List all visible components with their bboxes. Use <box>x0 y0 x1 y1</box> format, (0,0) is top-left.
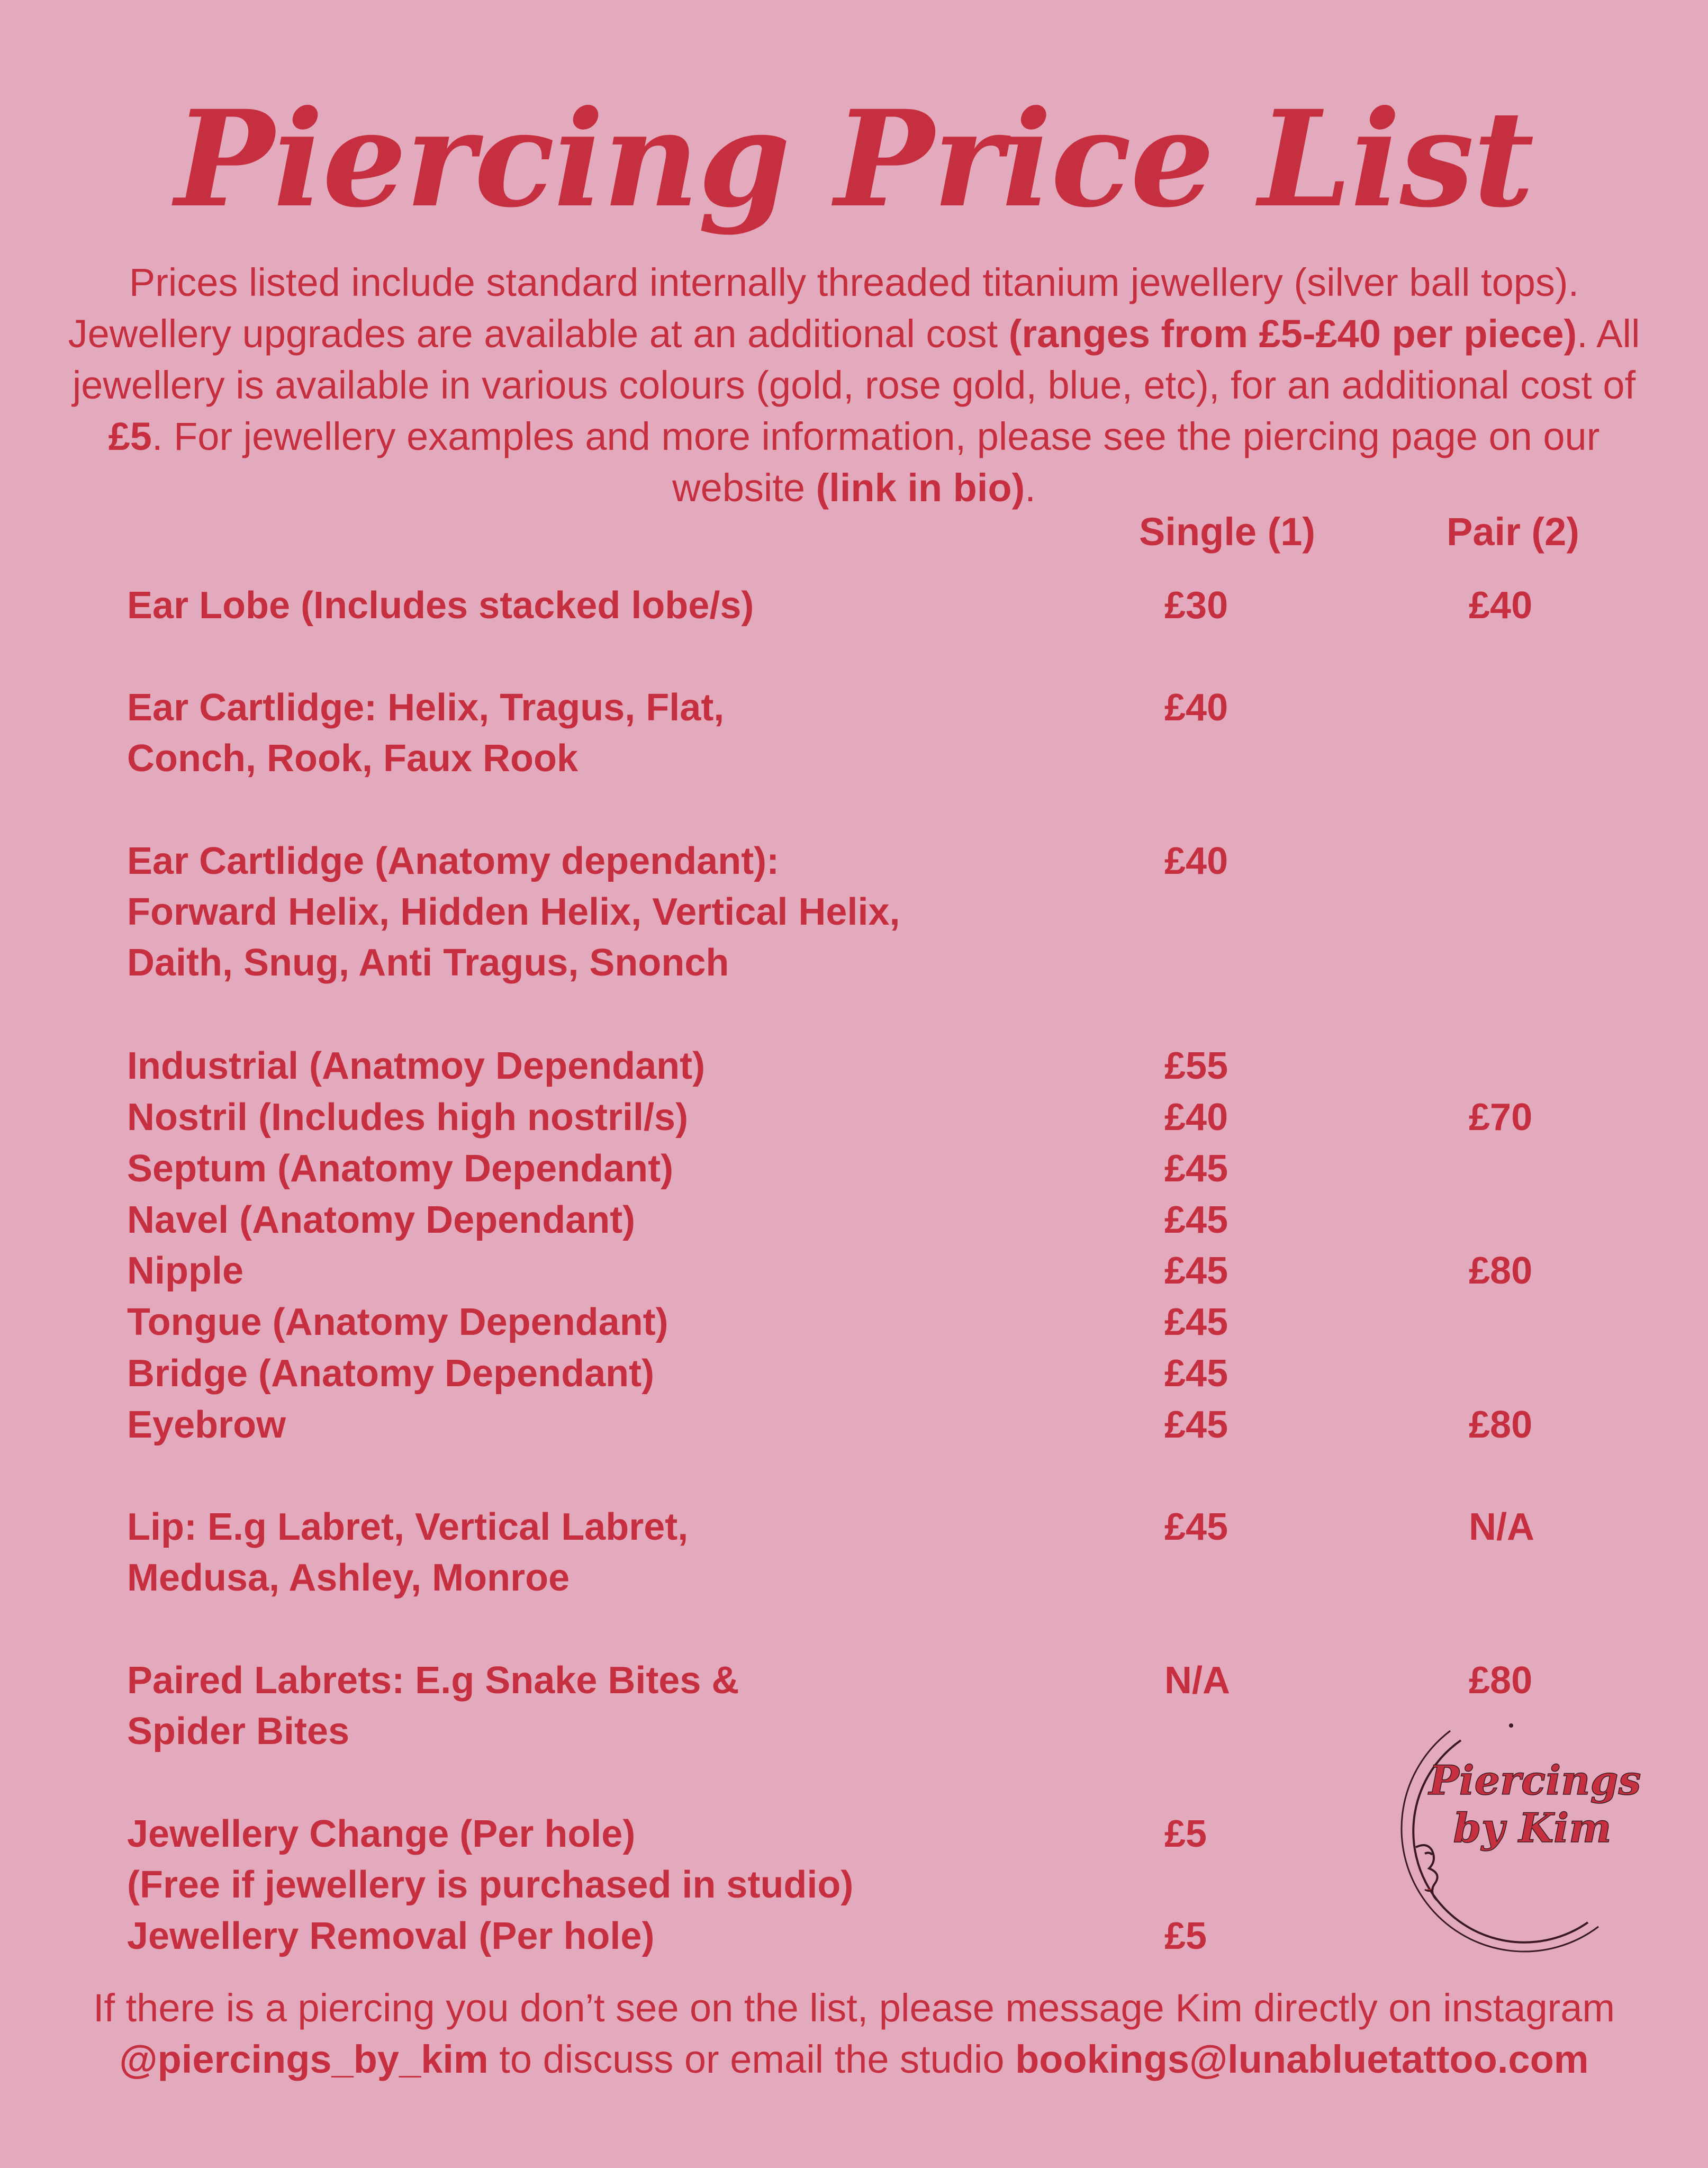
instagram-handle: @piercings_by_kim <box>119 2037 489 2081</box>
piercings-by-kim-logo <box>1366 1715 1641 1969</box>
piercing-name: Nipple <box>127 1250 244 1292</box>
price-single: £45 <box>1164 1352 1228 1395</box>
studio-email: bookings@lunabluetattoo.com <box>1015 2037 1589 2081</box>
piercing-name: Ear Lobe (Includes stacked lobe/s) <box>127 584 754 627</box>
price-pair: £80 <box>1469 1659 1533 1702</box>
intro-part-3: . For jewellery examples and more information, please see the piercing page on our website <box>151 414 1600 510</box>
logo-text-line1: Piercings <box>1429 1757 1641 1804</box>
piercing-name: Ear Cartlidge: Helix, Tragus, Flat, Conch, Rook, Faux Rook <box>127 686 725 780</box>
price-single: £45 <box>1164 1404 1228 1446</box>
piercing-name: Navel (Anatomy Dependant) <box>127 1199 636 1241</box>
intro-part-4: . <box>1025 466 1036 510</box>
piercing-name: Septum (Anatomy Dependant) <box>127 1148 674 1190</box>
piercing-name: Nostril (Includes high nostril/s) <box>127 1096 689 1139</box>
piercing-name: Tongue (Anatomy Dependant) <box>127 1301 668 1343</box>
price-single: £30 <box>1164 584 1228 627</box>
piercing-name: Lip: E.g Labret, Vertical Labret, Medusa, Ashley, Monroe <box>127 1506 689 1599</box>
page-title: Piercing Price List <box>175 81 1533 237</box>
price-single: £5 <box>1164 1813 1207 1855</box>
column-header-pair: Pair (2) <box>1447 510 1579 554</box>
price-single: £45 <box>1164 1506 1228 1548</box>
price-single: £45 <box>1164 1301 1228 1343</box>
price-single: £40 <box>1164 1096 1228 1139</box>
moon-face-eye <box>1425 1853 1432 1855</box>
footer-text <box>42 1982 1666 2085</box>
footer-part-1: If there is a piercing you don’t see on the list, please message Kim directly on instagram <box>93 1986 1615 2030</box>
price-pair: £70 <box>1469 1096 1533 1139</box>
piercing-name: Paired Labrets: E.g Snake Bites & Spider Bites <box>127 1659 739 1753</box>
price-single: £45 <box>1164 1148 1228 1190</box>
price-single: £45 <box>1164 1250 1228 1292</box>
intro-upgrade-range: (ranges from £5-£40 per piece) <box>1008 312 1577 356</box>
intro-colour-cost: £5 <box>108 414 152 458</box>
price-single: £55 <box>1164 1045 1228 1087</box>
piercing-name: Industrial (Anatmoy Dependant) <box>127 1045 706 1087</box>
price-single: N/A <box>1164 1659 1230 1702</box>
logo-text-line2: by Kim <box>1453 1804 1612 1851</box>
piercing-name: Eyebrow <box>127 1404 286 1446</box>
piercing-name: Bridge (Anatomy Dependant) <box>127 1352 655 1395</box>
price-pair: £80 <box>1469 1404 1533 1446</box>
crescent-moon-face-icon <box>1366 1715 1641 1969</box>
piercing-name: Jewellery Change (Per hole) (Free if jewellery is purchased in studio) <box>127 1813 854 1906</box>
price-pair: £40 <box>1469 584 1533 627</box>
piercing-name: Jewellery Removal (Per hole) <box>127 1915 655 1957</box>
column-header-single: Single (1) <box>1139 510 1316 554</box>
intro-link-in-bio: (link in bio) <box>816 466 1025 510</box>
price-single: £40 <box>1164 686 1228 729</box>
price-pair: N/A <box>1469 1506 1534 1548</box>
price-pair: £80 <box>1469 1250 1533 1292</box>
piercing-name: Ear Cartlidge (Anatomy dependant): Forward Helix, Hidden Helix, Vertical Helix, Daith, Snug, Anti Tragus, Snonch <box>127 840 900 984</box>
price-single: £5 <box>1164 1915 1207 1957</box>
star-dot <box>1509 1723 1513 1728</box>
intro-part-1: Prices listed include standard internally threaded titanium jewellery (silver ball tops). Jewellery upgrades are available at an additional cost <box>68 260 1579 356</box>
price-single: £45 <box>1164 1199 1228 1241</box>
price-single: £40 <box>1164 840 1228 882</box>
intro-part-2: . All jewellery is available in various colours (gold, rose gold, blue, etc), for an additional cost of <box>72 312 1640 407</box>
footer-part-2: to discuss or email the studio <box>488 2037 1016 2081</box>
